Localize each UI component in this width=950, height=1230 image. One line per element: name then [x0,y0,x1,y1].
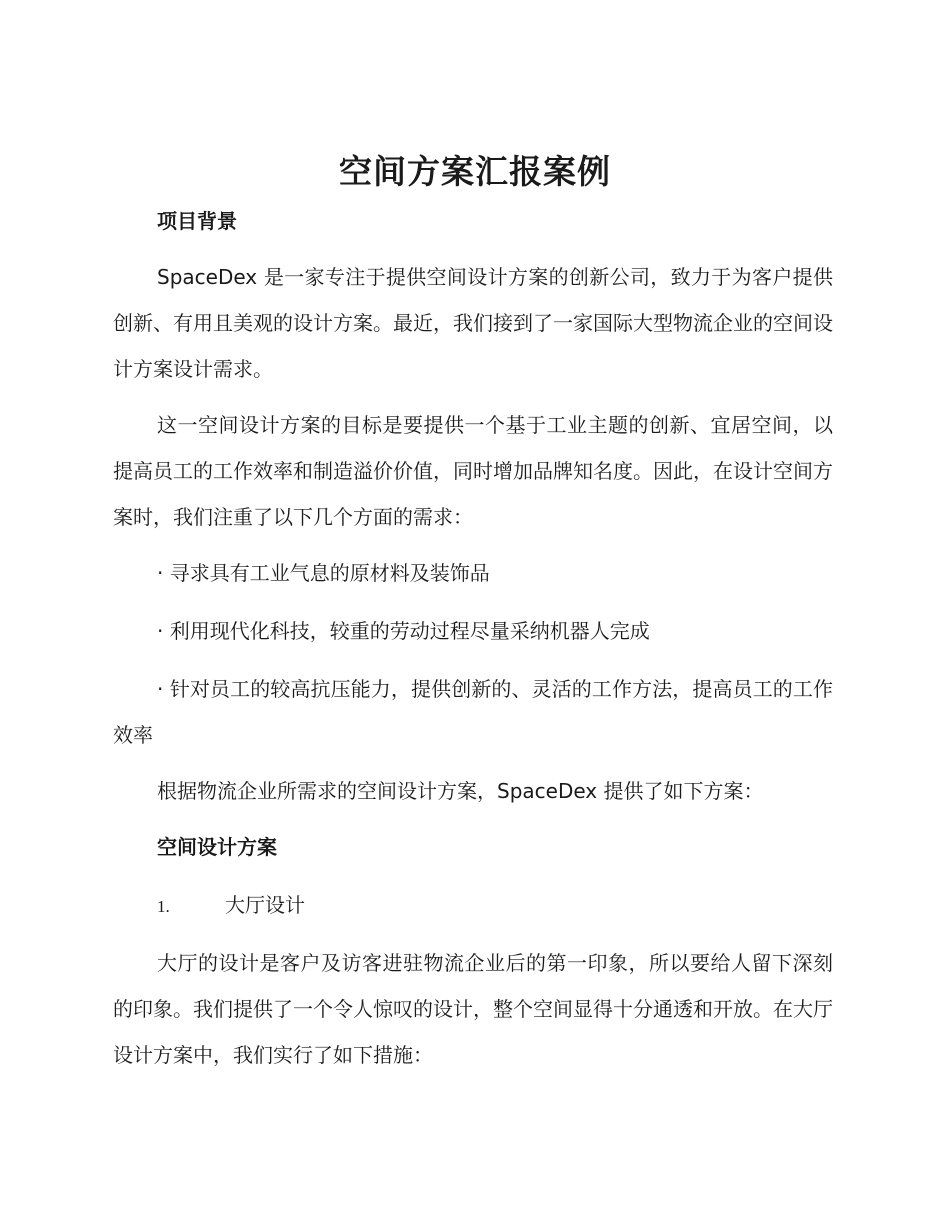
paragraph-lobby-design: 大厅的设计是客户及访客进驻物流企业后的第一印象，所以要给人留下深刻的印象。我们提供了一个令人惊叹的设计，整个空间显得十分通透和开放。在大厅设计方案中，我们实行了如下措施： [113,951,833,1067]
paragraph-intro: SpaceDex 是一家专注于提供空间设计方案的创新公司，致力于为客户提供创新、有用且美观的设计方案。最近，我们接到了一家国际大型物流企业的空间设计方案设计需求。 [113,265,833,381]
paragraph-goals: 这一空间设计方案的目标是要提供一个基于工业主题的创新、宜居空间，以提高员工的工作效率和制造溢价价值，同时增加品牌知名度。因此，在设计空间方案时，我们注重了以下几个方面的需求： [113,413,833,529]
section-heading-plan: 空间设计方案 [157,835,277,859]
section-heading-background: 项目背景 [157,209,237,233]
bullet-item-work-methods: · 针对员工的较高抗压能力，提供创新的、灵活的工作方法，提高员工的工作效率 [113,677,833,747]
bullet-item-technology: · 利用现代化科技，较重的劳动过程尽量采纳机器人完成 [157,619,650,643]
paragraph-plan-intro: 根据物流企业所需求的空间设计方案，SpaceDex 提供了如下方案： [157,779,764,803]
list-item-label: 大厅设计 [225,893,305,917]
bullet-item-materials: · 寻求具有工业气息的原材料及装饰品 [157,561,490,585]
list-number: 1. [157,897,170,916]
numbered-item-lobby [157,890,305,922]
document-title: 空间方案汇报案例 [339,152,611,191]
